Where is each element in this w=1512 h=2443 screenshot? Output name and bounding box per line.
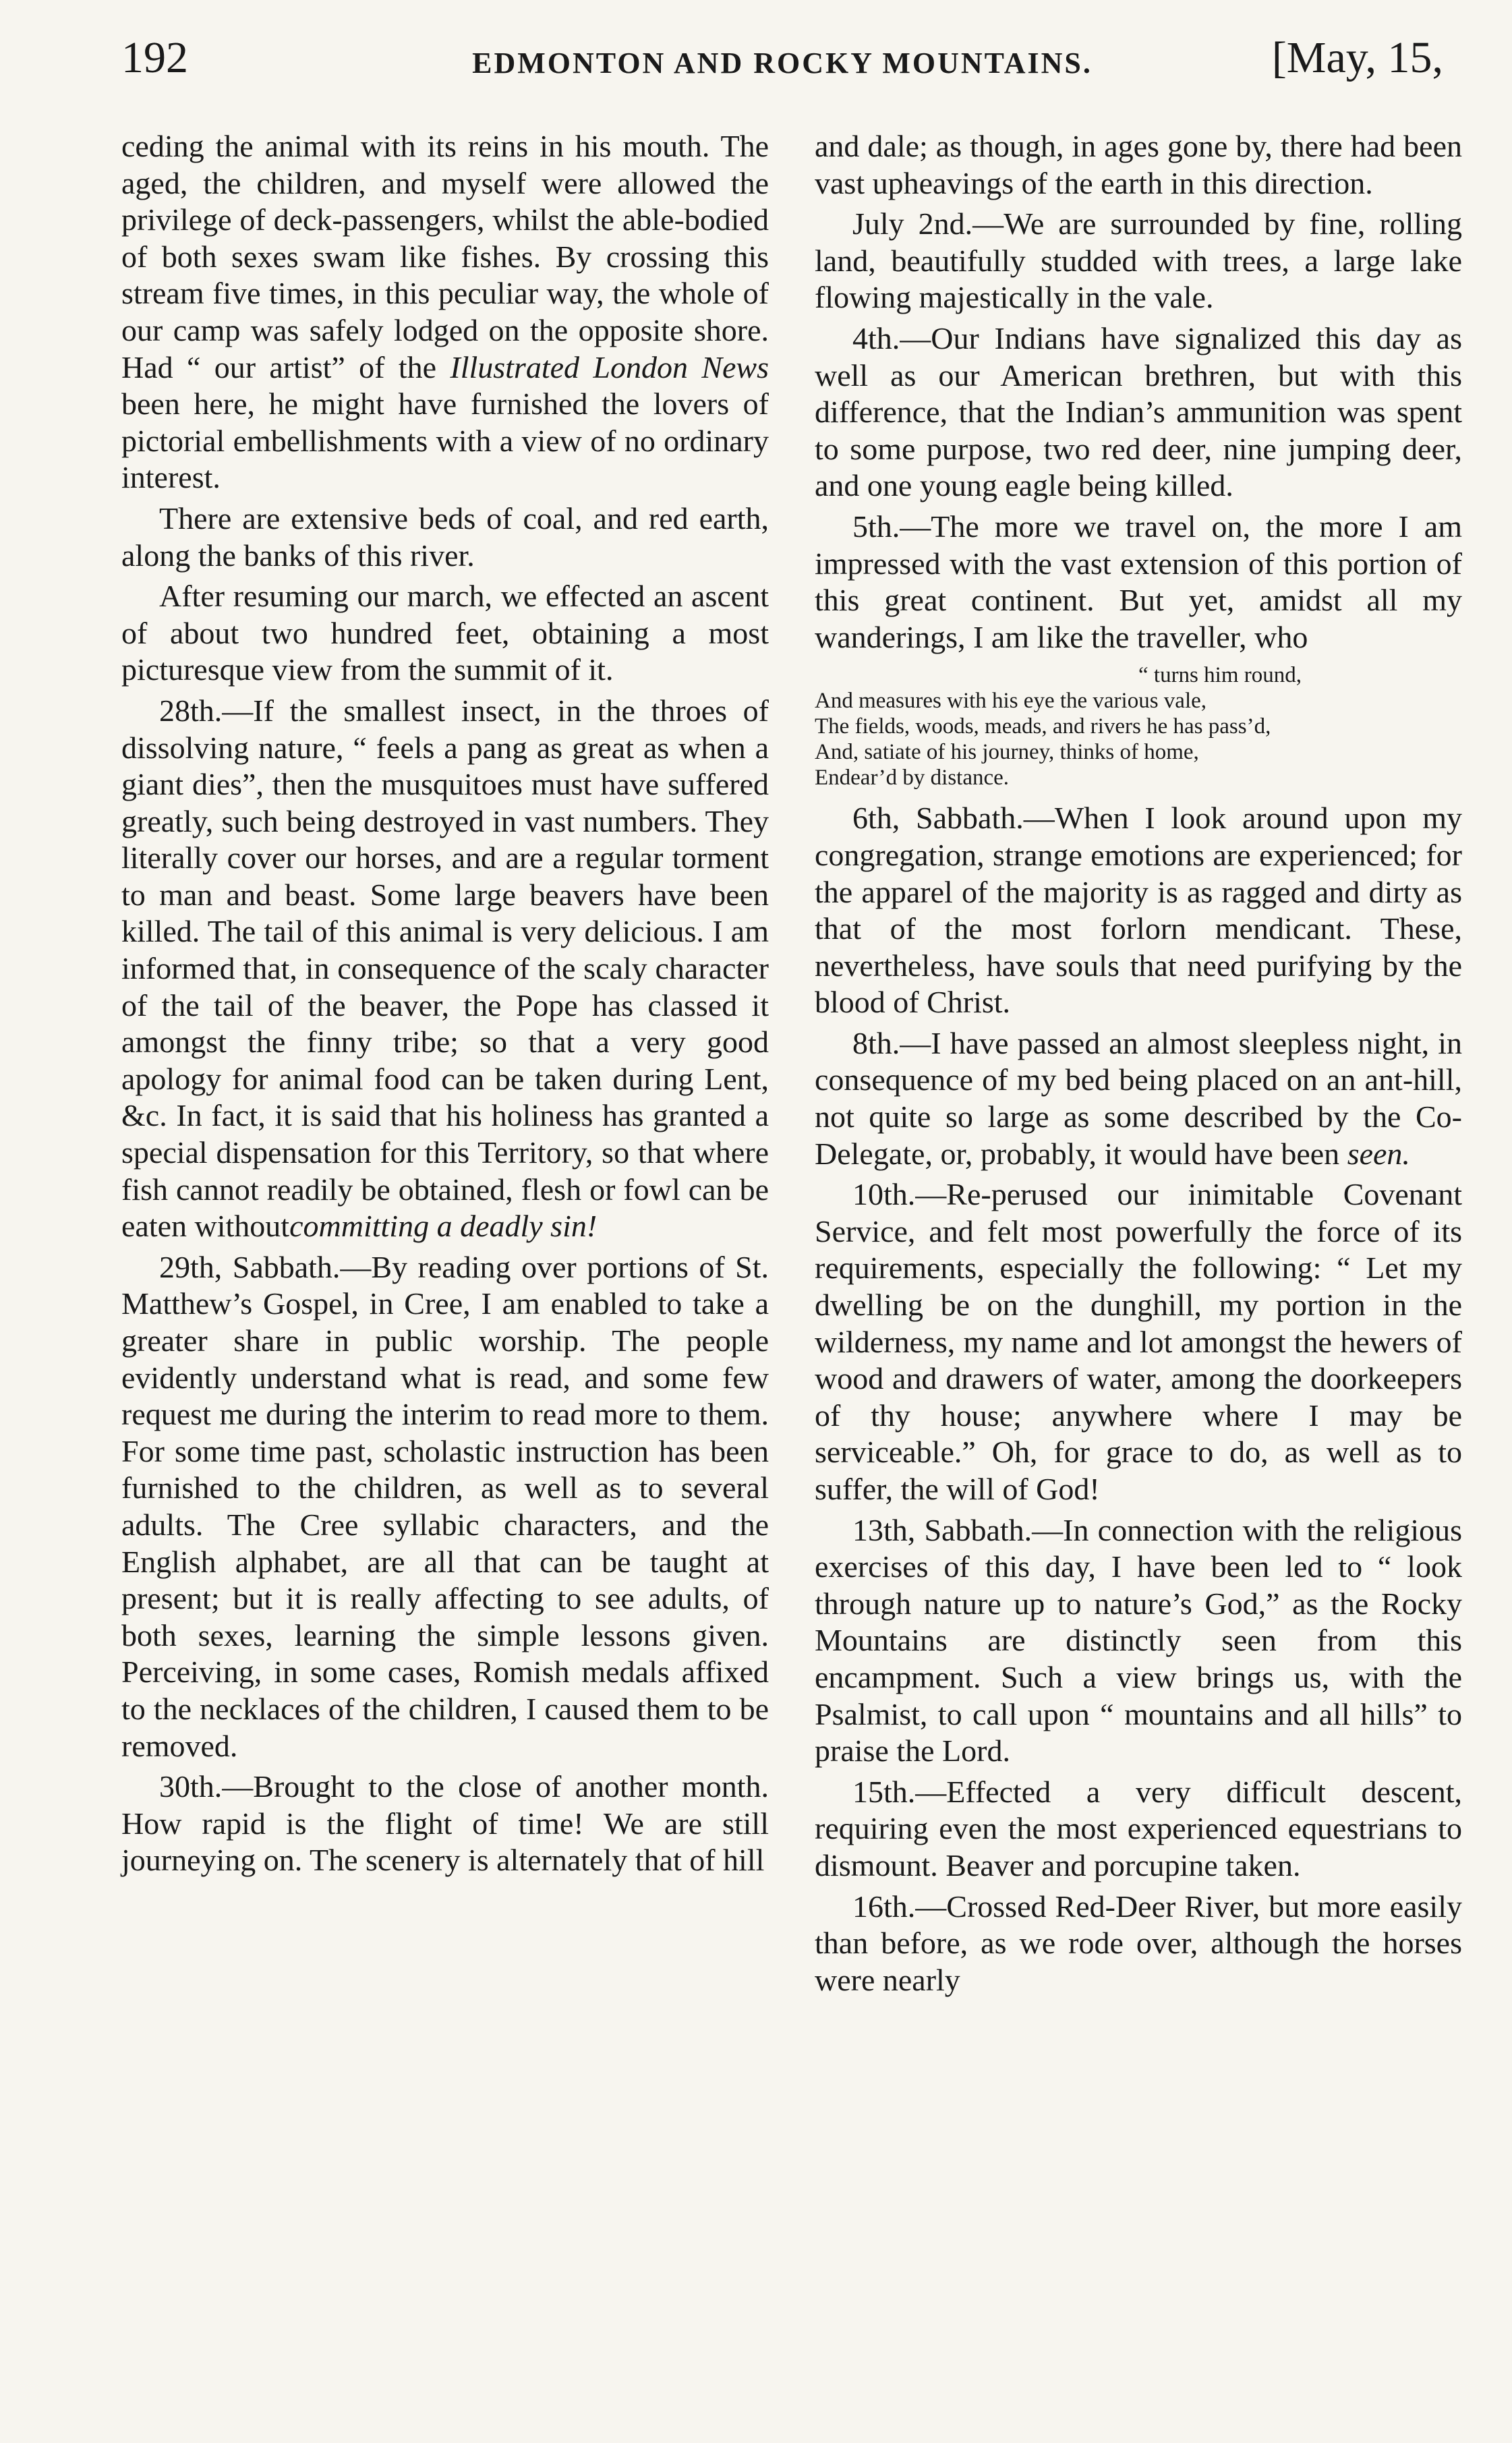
page-header bbox=[121, 32, 1443, 107]
paragraph: 28th.—If the smallest insect, in the throes of dissolving nature, “ feels a pang as great as when a giant dies”, then the musquitoes must have suffered greatly, such being destroyed in vast numbers. They literally cover our horses, and are a regular torment to man and beast. Some large beavers have been killed. The tail of this animal is very delicious. I am informed that, in consequence of the scaly character of the tail of the beaver, the Pope has classed it amongst the finny tribe; so that a very good apology for animal food can be taken during Lent, &c. In fact, it is said that his holiness has granted a special dispensation for this Territory, so that where fish cannot readily be obtained, flesh or fowl can be eaten withoutcommitting a deadly sin! bbox=[121, 693, 769, 1244]
paragraph: 8th.—I have passed an almost sleepless night, in consequence of my bed being placed on an ant-hill, not quite so large as some described by the Co-Delegate, or, probably, it would have been seen. bbox=[815, 1025, 1462, 1171]
verse-line: And measures with his eye the various vale, bbox=[815, 689, 1207, 714]
paragraph: ceding the animal with its reins in his mouth. The aged, the children, and myself were allowed the privilege of deck-passengers, whilst the able-bodied of both sexes swam like fishes. By crossing this stream five times, in this peculiar way, the whole of our camp was safely lodged on the opposite shore. Had “ our artist” of the Illustrated London News been here, he might have furnished the lovers of pictorial embellishments with a view of no ordinary interest. bbox=[121, 129, 769, 495]
paragraph: 30th.—Brought to the close of another month. How rapid is the flight of time! We are still journeying on. The scenery is alternately that of hill bbox=[121, 1769, 769, 1878]
verse-line: And, satiate of his journey, thinks of home, bbox=[815, 740, 1199, 765]
paragraph: There are extensive beds of coal, and red earth, along the banks of this river. bbox=[121, 500, 769, 573]
paragraph: 15th.—Effected a very difficult descent, requiring even the most experienced equestrians to dismount. Beaver and porcupine taken. bbox=[815, 1774, 1462, 1882]
left-column bbox=[121, 128, 769, 1879]
paragraph: 10th.—Re-perused our inimitable Covenant Service, and felt most powerfully the force of its requirements, especially the following: “ Let my dwelling be on the dunghill, my portion in the wilderness, my name and lot amongst the hewers of wood and drawers of water, among the doorkeepers of thy house; anywhere where I may be serviceable.” Oh, for grace to do, as well as to suffer, the will of God! bbox=[815, 1177, 1462, 1506]
italic-word: seen. bbox=[1347, 1136, 1410, 1171]
verse-line: The fields, woods, meads, and rivers he has pass’d, bbox=[815, 714, 1271, 739]
italic-phrase: committing a deadly sin! bbox=[289, 1209, 598, 1244]
running-title: EDMONTON AND ROCKY MOUNTAINS. bbox=[472, 47, 1093, 80]
right-column bbox=[815, 128, 1462, 1999]
issue-date: [May, 15, bbox=[1271, 33, 1443, 82]
verse-line: “ turns him round, bbox=[1138, 663, 1302, 688]
paragraph: 29th, Sabbath.—By reading over portions of St. Matthew’s Gospel, in Cree, I am enabled to take a greater share in public worship. The people evidently understand what is read, and some few request me during the interim to read more to them. For some time past, scholastic instruction has been furnished to the children, as well as to several adults. The Cree syllabic characters, and the English alphabet, are all that can be taught at present; but it is really affecting to see adults, of both sexes, learning the simple lessons given. Perceiving, in some cases, Romish medals affixed to the necklaces of the children, I caused them to be removed. bbox=[121, 1249, 769, 1763]
paragraph: and dale; as though, in ages gone by, there had been vast upheavings of the earth in this direction. bbox=[815, 129, 1462, 200]
paragraph: 5th.—The more we travel on, the more I am impressed with the vast extension of this portion of this great continent. But yet, amidst all my wanderings, I am like the traveller, who bbox=[815, 509, 1462, 654]
italic-title: Illustrated London News bbox=[450, 349, 769, 384]
verse-quotation bbox=[815, 662, 1462, 791]
paragraph: 16th.—Crossed Red-Deer River, but more easily than before, as we rode over, although the horses were nearly bbox=[815, 1889, 1462, 1997]
page-number: 192 bbox=[121, 33, 188, 82]
paragraph: 4th.—Our Indians have signalized this day as well as our American brethren, but with this difference, that the Indian’s ammunition was spent to some purpose, two red deer, nine jumping deer, and one young eagle being killed. bbox=[815, 320, 1462, 503]
paragraph: 13th, Sabbath.—In connection with the religious exercises of this day, I have been led to “ look through nature up to nature’s God,” as the Rocky Mountains are distinctly seen from this encampment. Such a view brings us, with the Psalmist, to call upon “ mountains and all hills” to praise the Lord. bbox=[815, 1512, 1462, 1769]
paragraph: July 2nd.—We are surrounded by fine, rolling land, beautifully studded with trees, a large lake flowing majestically in the vale. bbox=[815, 206, 1462, 315]
paragraph: After resuming our march, we effected an ascent of about two hundred feet, obtaining a most picturesque view from the summit of it. bbox=[121, 579, 769, 687]
verse-line: Endear’d by distance. bbox=[815, 766, 1010, 791]
paragraph: 6th, Sabbath.—When I look around upon my congregation, strange emotions are experienced; for the apparel of the majority is as ragged and dirty as that of the most forlorn mendicant. These, nevertheless, have souls that need purifying by the blood of Christ. bbox=[815, 801, 1462, 1020]
